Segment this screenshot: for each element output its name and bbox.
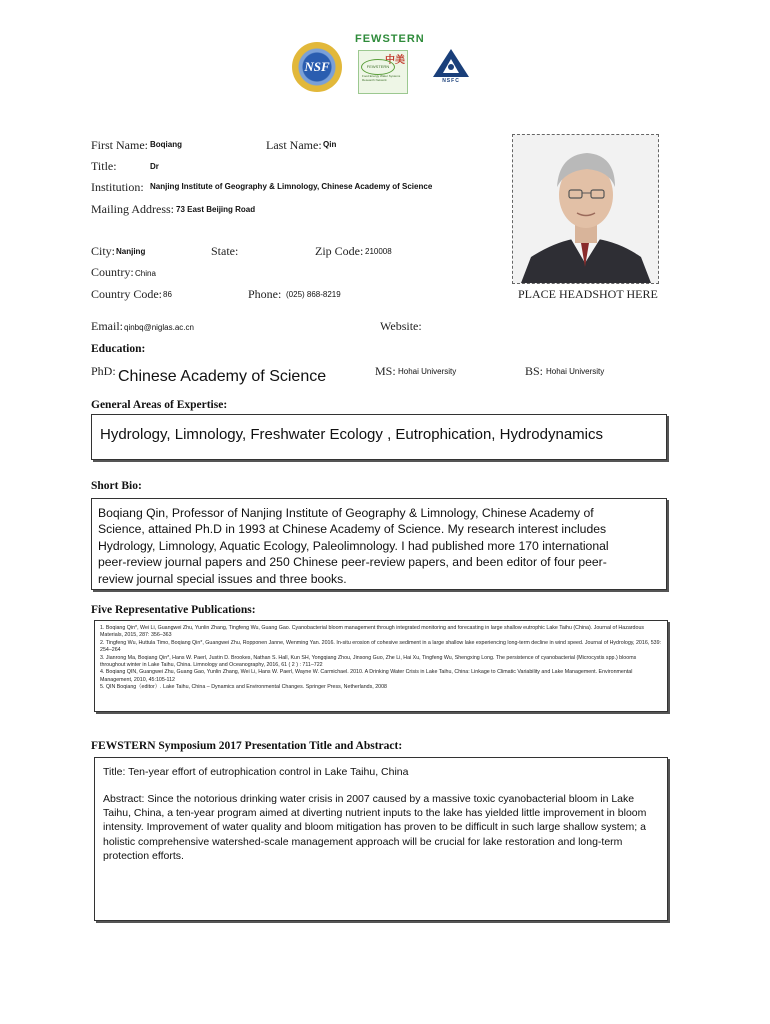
logo-chinese-text: 中美 (385, 55, 405, 66)
title-label: Title: (91, 159, 117, 173)
bio-box[interactable] (91, 498, 667, 590)
phd-value[interactable]: Chinese Academy of Science (118, 368, 327, 385)
nsfc-logo (431, 47, 471, 87)
publications-box[interactable] (94, 620, 668, 712)
publication-item: 1. Boqiang Qin*, Wei Li, Guangwei Zhu, Yunlin Zhang, Tingfeng Wu, Guang Gao. Cyanobacterial bloom management through integrated monitoring and forecasting in large shallow eutrophic Lake Taihu (China). Journal of Hazardous Materials, 2015, 287: 356–363 (100, 625, 645, 639)
publication-item: 5. QIN Boqiang（editor）. Lake Taihu, China – Dynamics and Environmental Changes. Springer Press, Netherlands, 2008 (100, 684, 387, 691)
country-code-label: Country Code: (91, 287, 162, 301)
publication-item: 3. Jianrong Ma, Boqiang Qin*, Hans W. Paerl, Justin D. Brookes, Nathan S. Hall, Kun SH, Yongqiang Zhou, Jinsong Guo, Zhe Li, Hai Xu, Tingfeng Wu, Shengxing Long. The persistence of cyanobacterial (Microcystis spp.) blooms throughout winter in Lake Taihu, China. Limnology and Oceanography, 2016, 61 ( 2 ) : 711–722 (100, 654, 637, 669)
email-value[interactable]: qinbq@niglas.ac.cn (124, 323, 194, 332)
country-label: Country: (91, 265, 134, 279)
mailing-address-label: Mailing Address: (91, 202, 174, 216)
bio-text: Boqiang Qin, Professor of Nanjing Institute of Geography & Limnology, Chinese Academy of Science, attained Ph.D in 1993 at Chinese Academy of Science. My research interest includes Hydrology, Limnology, Aquatic Ecology, Paleolimnology. I had published more 170 international peer-review journal papers and 250 Chinese peer-review papers, and been editor of four peer-review journal special issues and three books. (98, 506, 609, 586)
institution-label: Institution: (91, 180, 144, 194)
logo-circle-text: FEWSTERN (366, 64, 390, 69)
institution-value[interactable]: Nanjing Institute of Geography & Limnology, Chinese Academy of Science (150, 182, 433, 191)
country-code-value[interactable]: 86 (163, 290, 172, 299)
bs-label: BS: (525, 364, 544, 378)
zip-code-label: Zip Code: (315, 244, 364, 258)
nsfc-logo-text: NSFC (442, 78, 460, 84)
phd-label: PhD: (91, 364, 116, 378)
city-value[interactable]: Nanjing (116, 247, 146, 256)
email-label: Email: (91, 319, 123, 333)
expertise-text: Hydrology, Limnology, Freshwater Ecology , Eutrophication, Hydrodynamics (100, 426, 603, 443)
publications-heading: Five Representative Publications: (91, 604, 256, 616)
mailing-address-value[interactable]: 73 East Beijing Road (176, 205, 256, 214)
first-name-label: First Name: (91, 138, 148, 152)
symposium-heading: FEWSTERN Symposium 2017 Presentation Title and Abstract: (91, 740, 403, 752)
publication-item: 4. Boqiang QIN, Guangwei Zhu, Guang Gao, Yunlin Zhang, Wei Li, Hans W. Paerl, Wayne W. Carmichael. 2010. A Drinking Water Crisis in Lake Taihu, China: Linkage to Climatic Variability and Lake Management. Environmental Management, 2010, 45:105-112 (100, 669, 633, 683)
logo-circle (361, 59, 395, 75)
logo-small-text: Food Energy Water Systems Research Network (362, 74, 401, 82)
phone-label: Phone: (248, 287, 282, 301)
education-heading: Education: (91, 343, 146, 355)
headshot-photo[interactable] (512, 134, 659, 284)
last-name-label: Last Name: (266, 138, 322, 152)
expertise-heading: General Areas of Expertise: (91, 399, 228, 411)
state-label: State: (211, 244, 239, 258)
symposium-title: Title: Ten-year effort of eutrophication control in Lake Taihu, China (103, 766, 409, 778)
photo-caption: PLACE HEADSHOT HERE (518, 287, 658, 301)
ms-value[interactable]: Hohai University (398, 367, 457, 376)
nsf-logo-text: NSF (304, 59, 330, 74)
city-label: City: (91, 244, 116, 258)
zip-code-value[interactable]: 210008 (365, 247, 392, 256)
symposium-box[interactable] (94, 757, 668, 921)
symposium-abstract: Abstract: Since the notorious drinking water crisis in 2007 caused by a massive toxic cyanobacterial bloom in Lake Taihu, China, a ten-year program aimed at diverting nutrient inputs to the lake has yielded little improvement in bloom intensity. Improvement of water quality and bloom mitigation has proven to be difficult in such large shallow system; a holistic comprehensive watershed-scale management approach will be crucial for lake restoration and long-term protection efforts. (103, 793, 647, 862)
last-name-value[interactable]: Qin (323, 140, 337, 149)
phone-value[interactable]: (025) 868-8219 (286, 290, 341, 299)
bs-value[interactable]: Hohai University (546, 367, 605, 376)
ms-label: MS: (375, 364, 396, 378)
publication-item: 2. Tingfeng Wu, Huttula Timo, Boqiang Qin*, Guangwei Zhu, Ropponen Janne, Wenming Yan. 2016. In-situ erosion of cohesive sediment in a large shallow lake experiencing long-term decline in wind speed. Journal of Hydrology, 2016, 539: 254–264 (100, 639, 662, 654)
fewstern-logo-title: FEWSTERN (355, 33, 425, 45)
bio-heading: Short Bio: (91, 480, 142, 492)
nsf-logo (292, 42, 342, 92)
headshot-image (513, 135, 658, 283)
country-value[interactable]: China (135, 269, 156, 278)
expertise-box[interactable] (91, 414, 667, 460)
title-value[interactable]: Dr (150, 162, 159, 171)
first-name-value[interactable]: Boqiang (150, 140, 182, 149)
website-label: Website: (380, 319, 422, 333)
publications-list (100, 625, 662, 692)
fewstern-china-us-logo (358, 50, 408, 94)
